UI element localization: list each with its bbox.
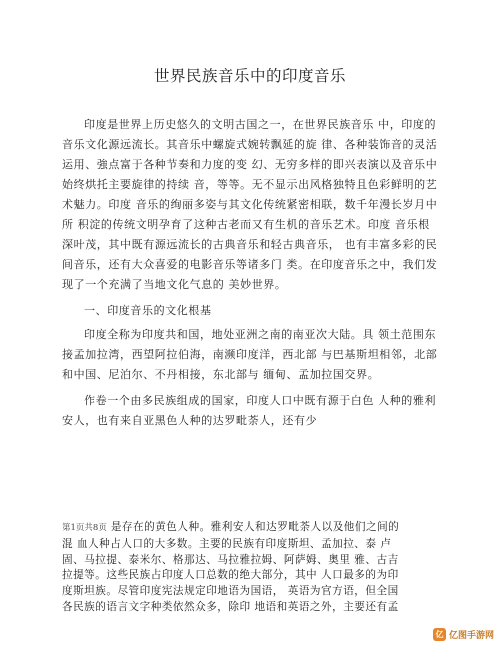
site-watermark <box>433 628 494 641</box>
continuation-line-text: 是存在的黄色人种。雅利安人和达罗毗荼人以及他们之间的 <box>110 521 400 533</box>
continuation-line: 度斯坦族。尽管印度宪法规定印地语为国语， 英语为官方语，但全国 <box>62 585 399 598</box>
continuation-line: 混 血人种占人口的大多数。主要的民族有印度斯坦、孟加拉、泰 卢 <box>62 537 392 550</box>
section-heading: 一、印度音乐的文化根基 <box>84 304 212 317</box>
document-body <box>62 115 440 435</box>
continuation-line: 固、马拉提、泰米尔、格那达、马拉雅拉姆、阿萨姆、奥里 雅、古吉 <box>62 553 399 566</box>
continuation-line <box>62 520 442 537</box>
site-logo-icon: 亿 <box>433 628 446 641</box>
continuation-block <box>62 520 442 616</box>
paragraph-geography: 印度全称为印度共和国，地处亚洲之南的南亚次大陆。具 领土范围东接孟加拉湾，西望阿拉伯海，南濒印度洋，西北部 与巴基斯坦相邻，北部和中国、尼泊尔、不丹相接，东北部与 缅甸、孟加拉国交界。 <box>62 328 438 381</box>
continuation-line: 各民族的语言文字种类依然众多，除印 地语和英语之外，主要还有孟 <box>62 600 399 613</box>
watermark-text: 亿图手游网 <box>448 631 494 641</box>
continuation-line: 拉提等。这些民族占印度人口总数的绝大部分，其中 人口最多的为印 <box>62 569 399 582</box>
paragraph-population: 作卷一个由多民族组成的国家，印度人口中既有源于白色 人种的雅利安人，也有来自亚黑色人种的达罗毗荼人，还有少 <box>62 394 437 427</box>
document-title: 世界民族音乐中的印度音乐 <box>153 67 346 85</box>
paragraph-intro: 印度是世界上历史悠久的文明古国之一，在世界民族音乐 中，印度的音乐文化源远流长。其音乐中螺旋式婉转飘延的旋 律、各种装饰音的灵活运用、強点富于各种节奏和力度的变 幻、无穷多样的即兴表演以及音乐中始终烘托主要旋律的持续 音，等等。无不显示出风格独特且色彩鲜明的艺术魅力。印度 音乐的绚丽多姿与其文化传统紧密相联，数千年漫长岁月中所 积淀的传统文明孕育了这种古老而又有生机的音乐艺术。印度 音乐根深叶茂，其中既有源远流长的古典音乐和轻古典音乐， 也有丰富多彩的民间音乐，还有大众喜爱的电影音乐等诸多门 类。在印度音乐之中，我们发现了一个充满了当地文化气息的 美妙世界。 <box>62 118 438 291</box>
page-indicator: 第1页共8页 <box>62 523 107 533</box>
